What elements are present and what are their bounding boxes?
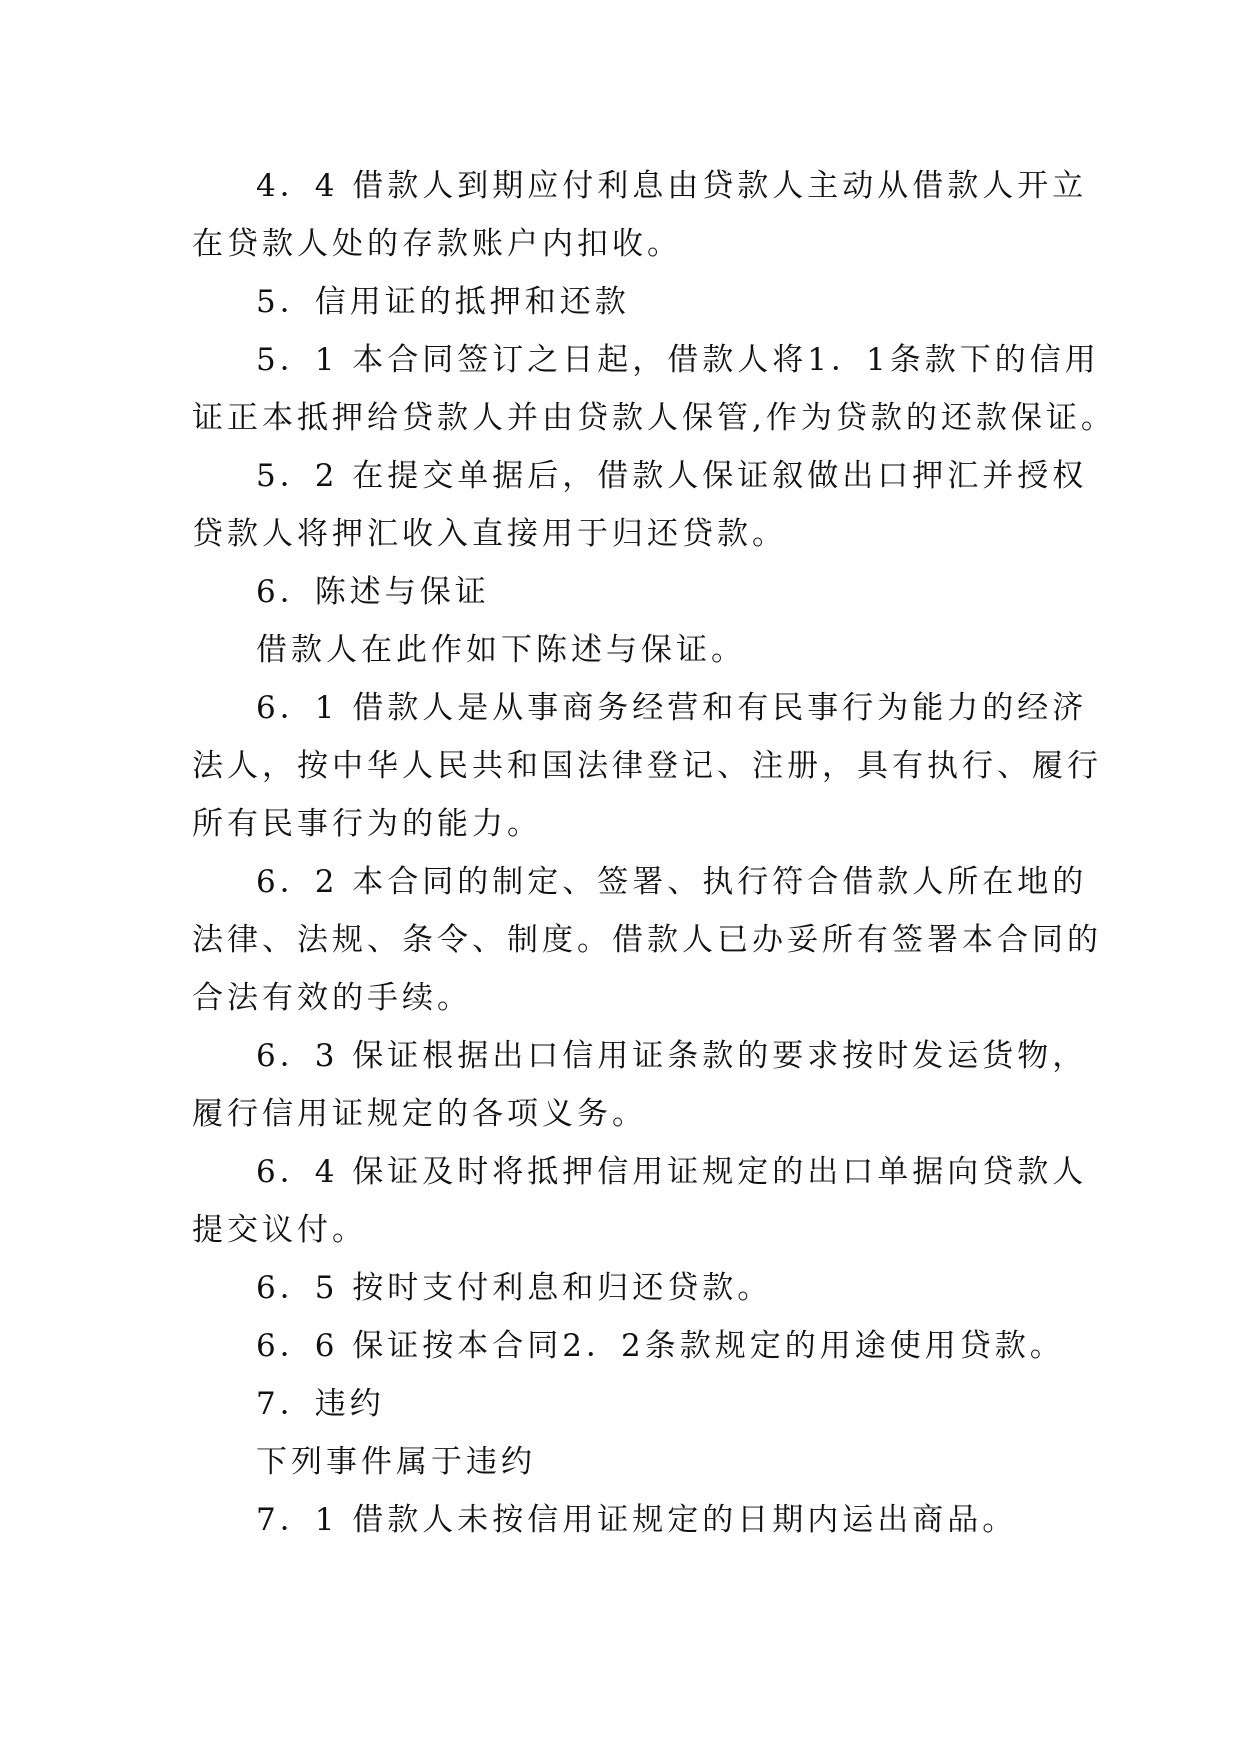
clause-5-1-line-2: 证正本抵押给贷款人并由贷款人保管,作为贷款的还款保证。 bbox=[192, 400, 1116, 436]
section-7-heading: 7．违约 bbox=[256, 1386, 385, 1422]
section-5-heading: 5．信用证的抵押和还款 bbox=[256, 284, 630, 320]
clause-6-3-line-2: 履行信用证规定的各项义务。 bbox=[192, 1096, 647, 1132]
clause-6-2-line-2: 法律、法规、条令、制度。借款人已办妥所有签署本合同的 bbox=[192, 922, 1102, 958]
section-6-heading: 6．陈述与保证 bbox=[256, 574, 490, 610]
clause-4-4-line-1: 4．4 借款人到期应付利息由贷款人主动从借款人开立 bbox=[256, 168, 1088, 204]
clause-5-2-line-1: 5．2 在提交单据后，借款人保证叙做出口押汇并授权 bbox=[256, 458, 1088, 494]
clause-5-1-line-1: 5．1 本合同签订之日起，借款人将1．1条款下的信用 bbox=[256, 342, 1100, 378]
clause-6-4-line-1: 6．4 保证及时将抵押信用证规定的出口单据向贷款人 bbox=[256, 1154, 1088, 1190]
clause-6-6: 6．6 保证按本合同2．2条款规定的用途使用贷款。 bbox=[256, 1328, 1065, 1364]
clause-6-1-line-1: 6．1 借款人是从事商务经营和有民事行为能力的经济 bbox=[256, 690, 1088, 726]
section-6-intro: 借款人在此作如下陈述与保证。 bbox=[256, 632, 746, 668]
clause-6-2-line-1: 6．2 本合同的制定、签署、执行符合借款人所在地的 bbox=[256, 864, 1088, 900]
clause-6-5: 6．5 按时支付利息和归还贷款。 bbox=[256, 1270, 773, 1306]
clause-6-4-line-2: 提交议付。 bbox=[192, 1212, 367, 1248]
clause-5-2-line-2: 贷款人将押汇收入直接用于归还贷款。 bbox=[192, 516, 787, 552]
clause-7-1: 7．1 借款人未按信用证规定的日期内运出商品。 bbox=[256, 1502, 1018, 1538]
clause-6-1-line-3: 所有民事行为的能力。 bbox=[192, 806, 542, 842]
clause-4-4-line-2: 在贷款人处的存款账户内扣收。 bbox=[192, 226, 682, 262]
clause-6-3-line-1: 6．3 保证根据出口信用证条款的要求按时发运货物， bbox=[256, 1038, 1088, 1074]
clause-6-1-line-2: 法人，按中华人民共和国法律登记、注册，具有执行、履行 bbox=[192, 748, 1102, 784]
clause-6-2-line-3: 合法有效的手续。 bbox=[192, 980, 472, 1016]
section-7-intro: 下列事件属于违约 bbox=[256, 1444, 536, 1480]
